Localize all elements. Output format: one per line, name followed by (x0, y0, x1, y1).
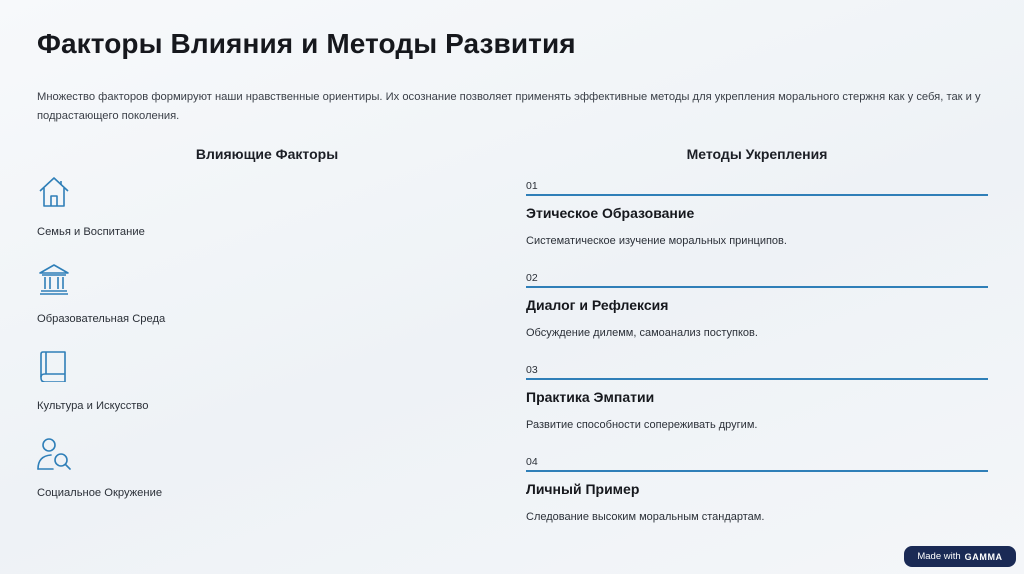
house-icon (37, 175, 71, 209)
factors-heading: Влияющие Факторы (195, 146, 339, 162)
intro-text: Множество факторов формируют наши нравственные ориентиры. Их осознание позволяет применять эффективные методы для укрепления морального стержня как у себя, так и у подрастающего поколения. (37, 91, 981, 122)
divider (526, 378, 988, 380)
method-item (526, 180, 988, 247)
factor-label: Образовательная Среда (37, 313, 166, 325)
method-item (526, 364, 988, 431)
badge-prefix: Made with (917, 551, 961, 562)
method-title: Этическое Образование (526, 205, 695, 221)
book-icon (37, 348, 71, 382)
user-search-icon (37, 436, 71, 470)
page-title: Факторы Влияния и Методы Развития (37, 28, 576, 59)
method-description: Обсуждение дилемм, самоанализ поступков. (526, 327, 758, 339)
method-number: 03 (526, 364, 538, 376)
divider (526, 194, 988, 196)
factor-item (37, 348, 437, 412)
method-description: Развитие способности сопереживать другим. (526, 419, 758, 431)
method-number: 02 (526, 272, 538, 284)
method-number: 04 (526, 456, 538, 468)
badge-brand: GAMMA (964, 551, 1003, 562)
factor-item (37, 175, 437, 238)
divider (526, 286, 988, 288)
factor-label: Социальное Окружение (37, 487, 163, 499)
method-item (526, 272, 988, 339)
made-with-badge[interactable] (904, 546, 1016, 567)
divider (526, 470, 988, 472)
method-title: Практика Эмпатии (526, 389, 655, 405)
factor-item (37, 436, 437, 499)
method-title: Диалог и Рефлексия (526, 297, 669, 313)
factor-item (37, 262, 437, 325)
method-title: Личный Пример (526, 481, 640, 497)
method-number: 01 (526, 180, 538, 192)
method-item (526, 456, 988, 523)
method-description: Систематическое изучение моральных принципов. (526, 235, 787, 247)
method-description: Следование высоким моральным стандартам. (526, 511, 765, 523)
methods-heading: Методы Укрепления (686, 146, 828, 162)
factor-label: Семья и Воспитание (37, 226, 145, 238)
institution-icon (37, 262, 71, 296)
factor-label: Культура и Искусство (37, 400, 149, 412)
